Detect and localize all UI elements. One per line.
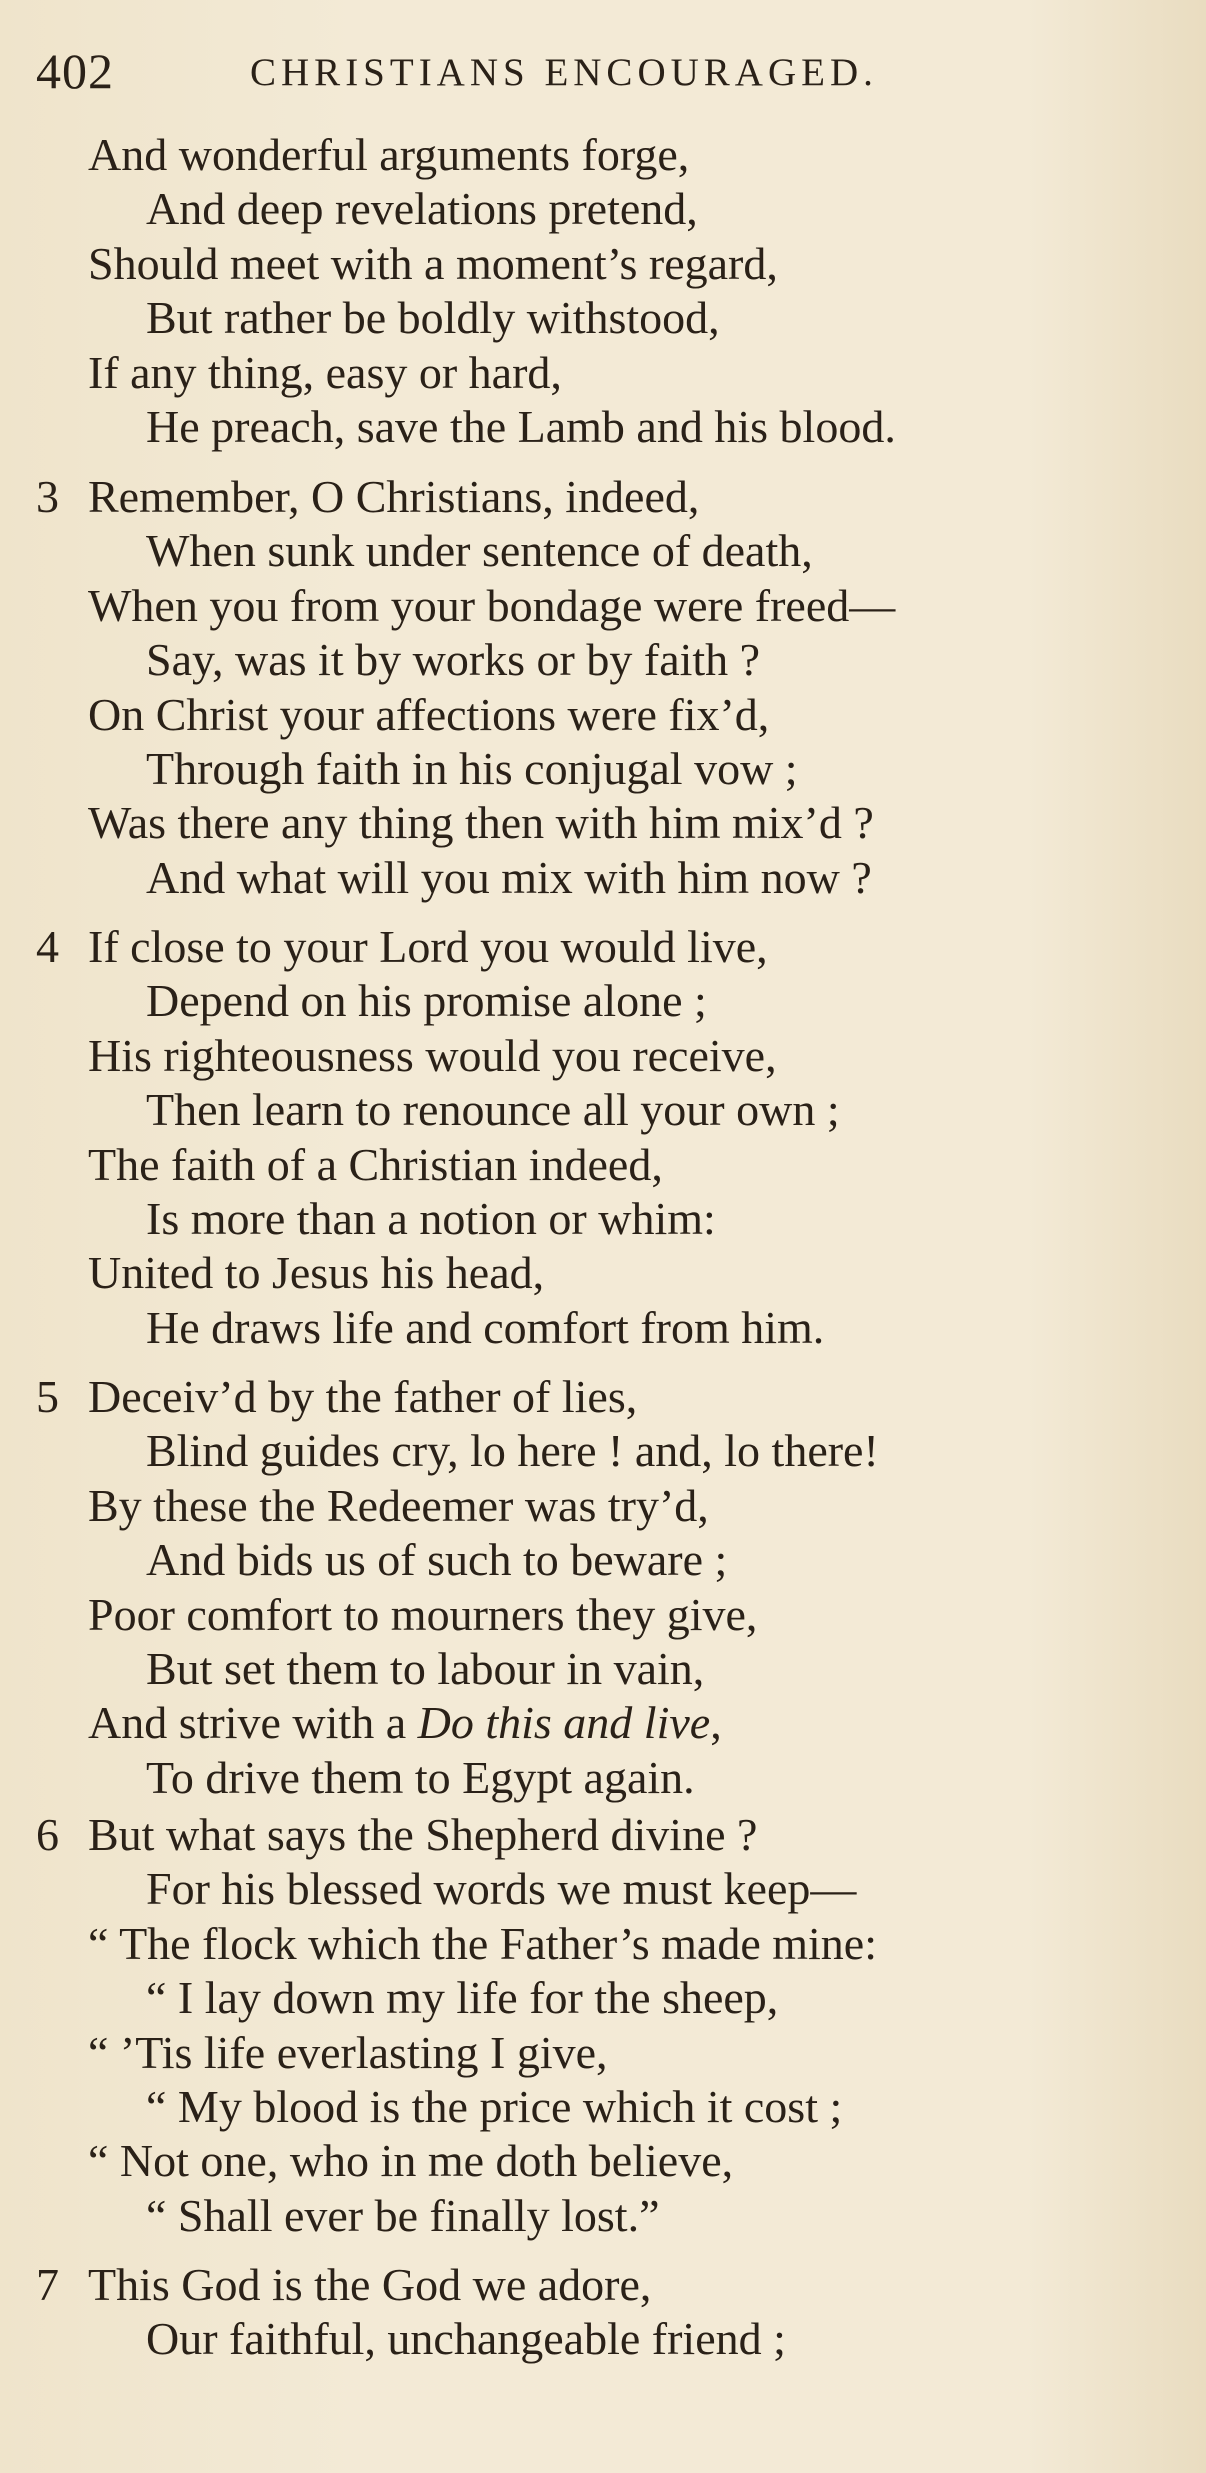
stanza-number: 3	[36, 471, 59, 522]
page-number: 402	[36, 43, 114, 99]
verse-line: “ Not one, who in me doth believe,	[88, 2135, 734, 2187]
verse-line: For his blessed words we must keep—	[146, 1863, 857, 1915]
verse-line: And deep revelations pretend,	[146, 183, 698, 235]
verse-line: But set them to labour in vain,	[146, 1642, 705, 1694]
stanza-number: 5	[36, 1371, 59, 1422]
verse-line: Is more than a notion or whim:	[146, 1192, 716, 1244]
verse-line: Depend on his promise alone ;	[146, 975, 707, 1027]
verse-line: This God is the God we adore,	[88, 2259, 652, 2310]
verse-line: Our faithful, unchangeable friend ;	[146, 2313, 786, 2365]
verse-line: Was there any thing then with him mix’d ?	[88, 797, 874, 849]
stanza-3	[36, 470, 1176, 905]
stanza-6	[36, 1808, 1176, 2243]
stanza-number: 7	[36, 2259, 59, 2310]
verse-line: Through faith in his conjugal vow ;	[146, 742, 798, 794]
italic-phrase: Do this and live	[417, 1697, 711, 1749]
stanza-4	[36, 920, 1176, 1355]
verse-line: By these the Redeemer was try’d,	[88, 1479, 709, 1531]
verse-line: The faith of a Christian indeed,	[88, 1138, 663, 1190]
verse-line: “ Shall ever be finally lost.”	[146, 2189, 660, 2241]
verse-line: Then learn to renounce all your own ;	[146, 1084, 840, 1136]
verse-line: He preach, save the Lamb and his blood.	[146, 400, 896, 452]
verse-line-prefix: And strive with a	[88, 1697, 418, 1749]
stanza-number: 4	[36, 921, 59, 972]
verse-line: His righteousness would you receive,	[88, 1029, 777, 1081]
verse-line: But rather be boldly withstood,	[146, 292, 720, 344]
verse-line: To drive them to Egypt again.	[146, 1751, 695, 1803]
verse-line: He draws life and comfort from him.	[146, 1301, 825, 1353]
verse-line: When you from your bondage were freed—	[88, 579, 896, 631]
stanza-number: 6	[36, 1809, 59, 1860]
verse-line: And what will you mix with him now ?	[146, 851, 872, 903]
verse-line: United to Jesus his head,	[88, 1247, 545, 1299]
verse-line: Deceiv’d by the father of lies,	[88, 1371, 638, 1422]
running-title: CHRISTIANS ENCOURAGED.	[250, 51, 878, 94]
page-header	[36, 42, 1166, 102]
verse-line: And bids us of such to beware ;	[146, 1534, 728, 1586]
verse-line: “ My blood is the price which it cost ;	[146, 2080, 843, 2132]
verse-line: “ ’Tis life everlasting I give,	[88, 2026, 608, 2078]
verse-line: Say, was it by works or by faith ?	[146, 634, 761, 686]
stanza-continued	[36, 128, 1176, 454]
verse-line: And wonderful arguments forge,	[88, 129, 690, 180]
verse-line: On Christ your affections were fix’d,	[88, 688, 770, 740]
verse-line: Should meet with a moment’s regard,	[88, 237, 778, 289]
verse-line: When sunk under sentence of death,	[146, 525, 813, 577]
stanza-7	[36, 2258, 1176, 2367]
verse-line: “ I lay down my life for the sheep,	[146, 1972, 779, 2024]
verse-line: If any thing, easy or hard,	[88, 346, 562, 398]
stanza-5	[36, 1370, 1176, 1805]
verse-line: If close to your Lord you would live,	[88, 921, 768, 972]
verse-line: Blind guides cry, lo here ! and, lo there!	[146, 1425, 879, 1477]
verse-line: But what says the Shepherd divine ?	[88, 1809, 758, 1860]
verse-line: “ The flock which the Father’s made mine:	[88, 1917, 878, 1969]
verse-line: Poor comfort to mourners they give,	[88, 1588, 758, 1640]
verse-line-suffix: ,	[710, 1697, 722, 1749]
verse-line: Remember, O Christians, indeed,	[88, 471, 700, 522]
verse-line-with-italic	[36, 1696, 1176, 1750]
